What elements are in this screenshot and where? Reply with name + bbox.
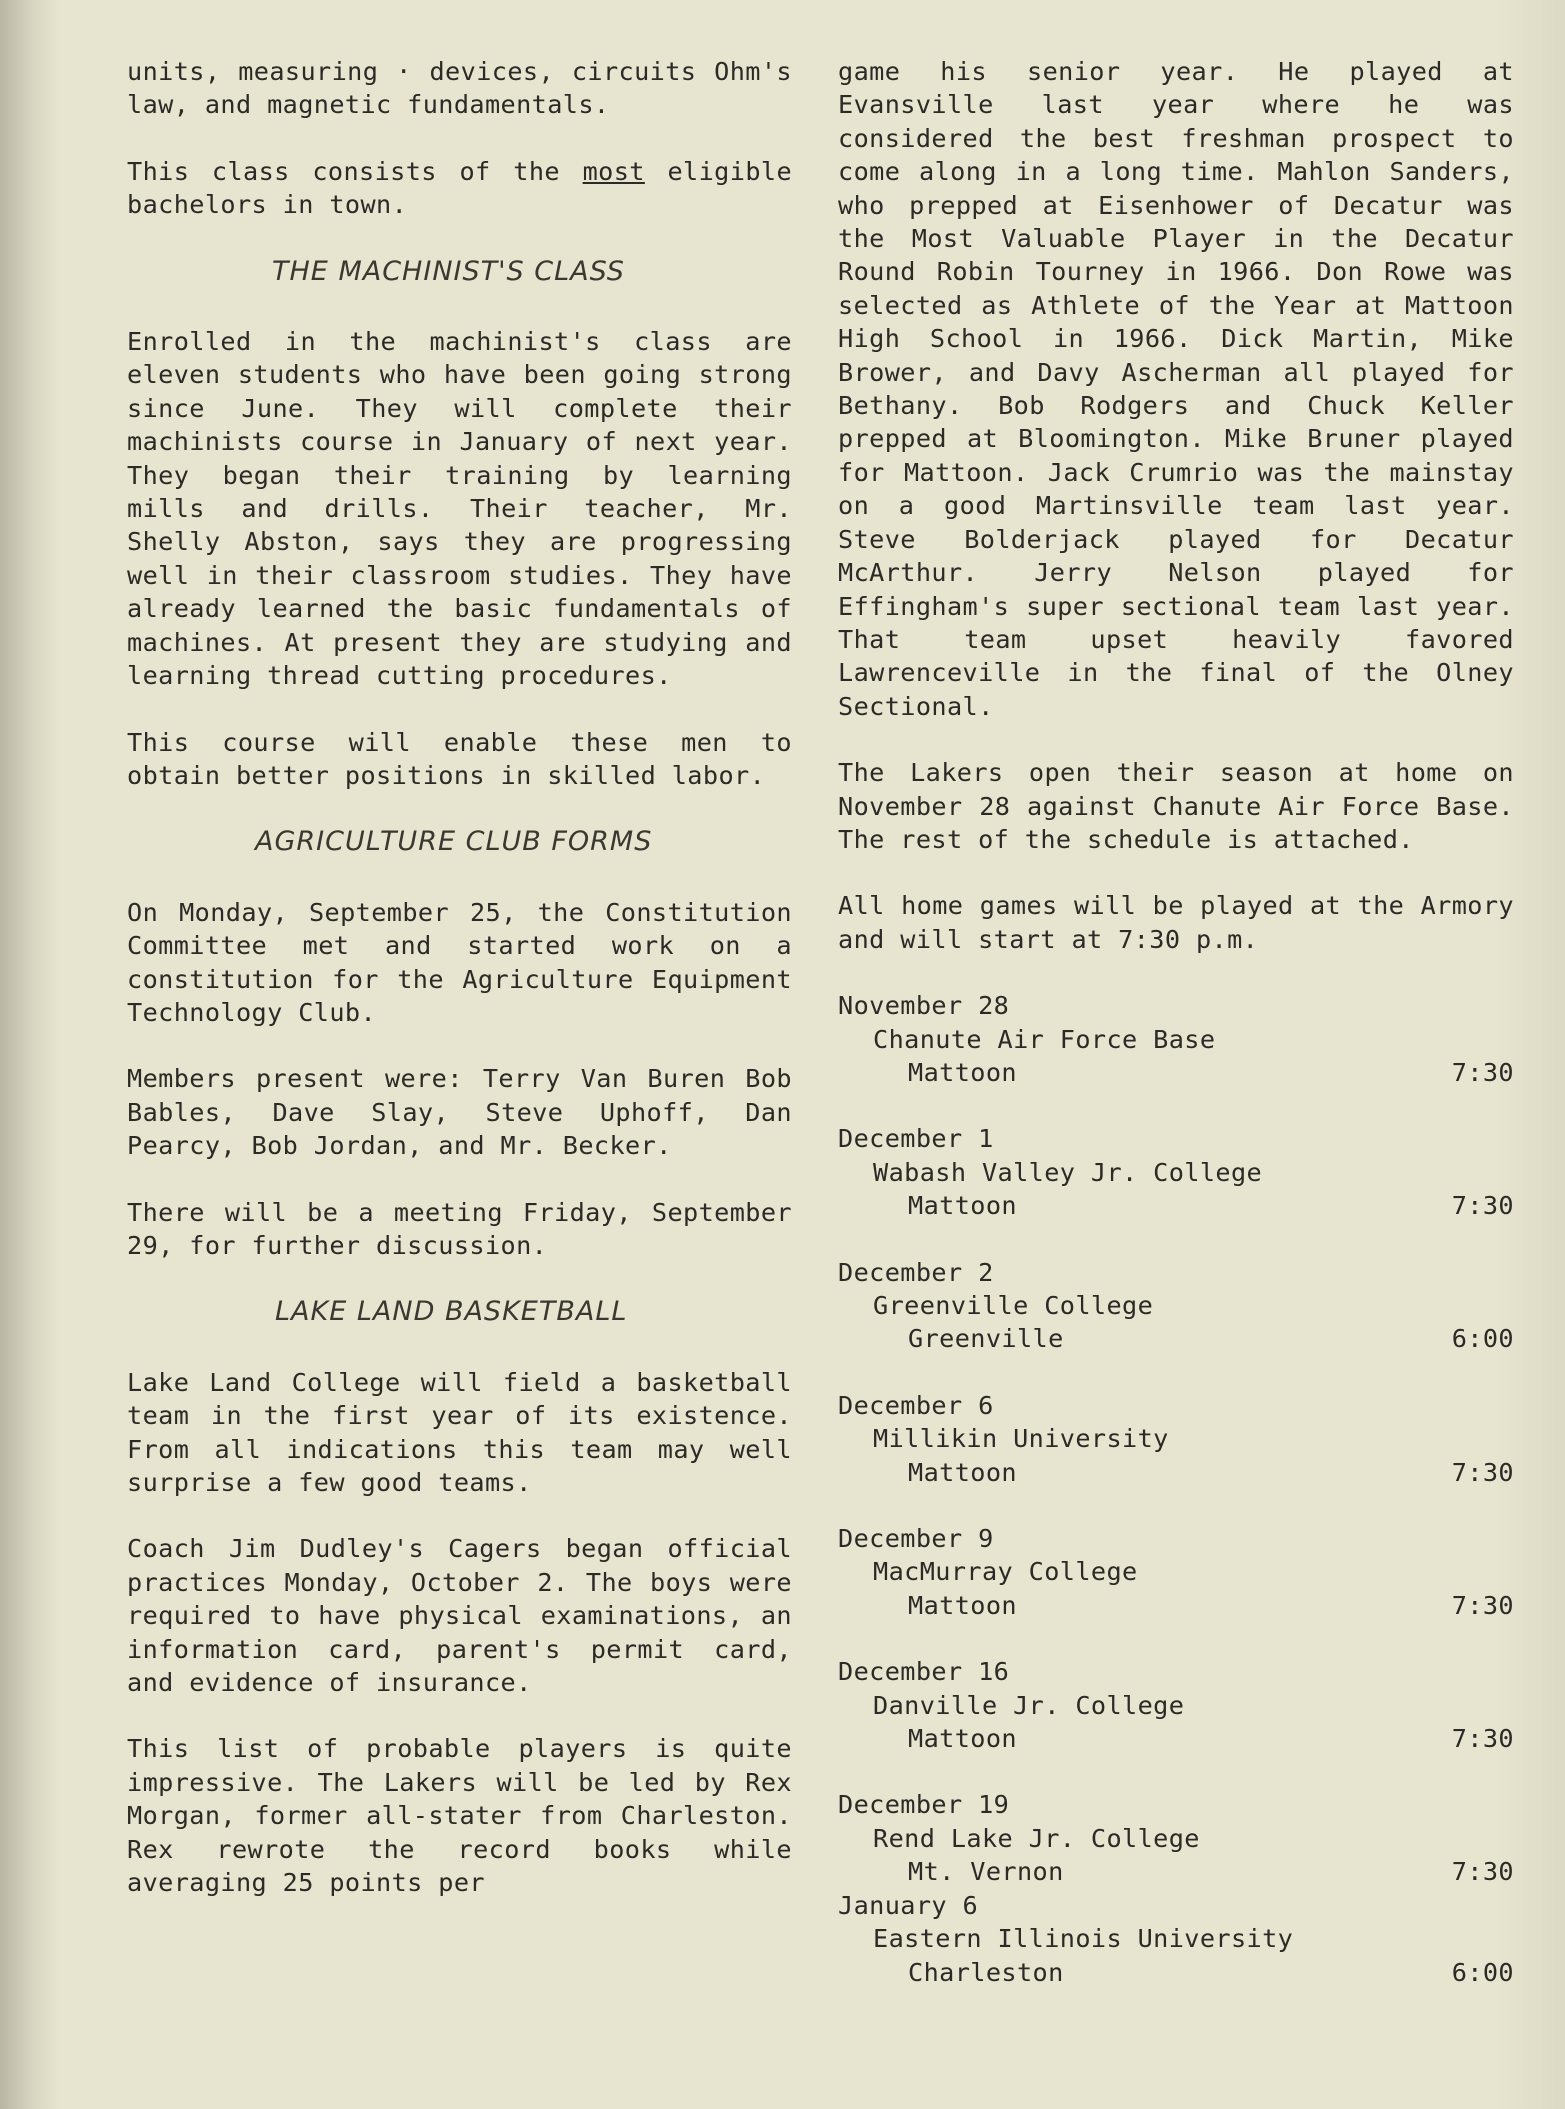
game-opponent: Greenville College xyxy=(873,1291,1154,1320)
paragraph-agri-members: Members present were: Terry Van Buren Bob Bables, Dave Slay, Steve Uphoff, Dan Pearcy, Bob Jordan, and Mr. Becker. xyxy=(127,1064,792,1161)
paragraph-bachelors-text-b: eligible bachelors in town. xyxy=(127,156,793,220)
game-time: 7:30 xyxy=(1451,1857,1514,1887)
schedule-entry xyxy=(838,1788,1514,1888)
paragraph-season-opener: The Lakers open their season at home on November 28 against Chanute Air Force Base. The rest of the schedule is attached. xyxy=(838,758,1514,854)
underlined-word: most xyxy=(582,156,645,186)
heading-basketball: LAKE LAND BASKETBALL xyxy=(275,1296,628,1328)
schedule-entry xyxy=(838,1655,1514,1755)
left-column xyxy=(127,55,792,1899)
game-location: Greenville xyxy=(908,1324,1064,1354)
game-opponent: Danville Jr. College xyxy=(873,1690,1185,1720)
game-opponent: Chanute Air Force Base xyxy=(873,1024,1216,1054)
schedule-entry xyxy=(838,1389,1514,1489)
game-time: 7:30 xyxy=(1451,1724,1514,1754)
game-date: December 9 xyxy=(838,1524,994,1554)
paragraph-agri-next-meeting: There will be a meeting Friday, September 29, for further discussion. xyxy=(127,1197,792,1260)
paragraph-bball-practices: Coach Jim Dudley's Cagers began official practices Monday, October 2. The boys were required to have physical examinations, an information card, parent's permit card, and evidence of insurance. xyxy=(127,1534,792,1698)
game-location: Mt. Vernon xyxy=(908,1857,1064,1887)
game-location: Mattoon xyxy=(908,1057,1017,1087)
game-date: January 6 xyxy=(838,1890,979,1920)
game-schedule xyxy=(838,989,1514,1989)
game-time: 7:30 xyxy=(1451,1057,1514,1087)
game-time: 7:30 xyxy=(1451,1191,1514,1221)
game-opponent: Millikin University xyxy=(873,1424,1169,1454)
game-time: 6:00 xyxy=(1451,1957,1514,1987)
paragraph-units: units, measuring · devices, circuits Ohm's law, and magnetic fundamentals. xyxy=(127,57,792,120)
game-date: December 1 xyxy=(838,1124,994,1154)
paragraph-machinist-enrollment: Enrolled in the machinist's class are eleven students who have been going strong since June. They will complete their machinists course in January of next year. They began their training by learning mills and drills. Their teacher, Mr. Shelly Abston, says they are progressing well in their classroom studies. They have already learned the basic fundamentals of machines. At present they are studying and learning thread cutting procedures. xyxy=(127,327,792,691)
game-date: December 19 xyxy=(838,1790,1010,1820)
game-location: Mattoon xyxy=(908,1457,1017,1487)
schedule-entry xyxy=(838,1889,1514,1989)
paragraph-bball-players: This list of probable players is quite impressive. The Lakers will be led by Rex Morgan, former all-stater from Charleston. Rex rewrote the record books while averaging 25 points per xyxy=(127,1734,792,1898)
paragraph-machinist-outcome: This course will enable these men to obtain better positions in skilled labor. xyxy=(127,727,792,790)
game-opponent: Rend Lake Jr. College xyxy=(873,1823,1200,1853)
game-location: Mattoon xyxy=(908,1590,1017,1620)
schedule-entry xyxy=(838,989,1514,1089)
paragraph-bball-intro: Lake Land College will field a basketball team in the first year of its existence. From all indications this team may well surprise a few good teams. xyxy=(127,1367,792,1497)
heading-machinists-class: THE MACHINIST'S CLASS xyxy=(272,255,625,287)
game-opponent: Wabash Valley Jr. College xyxy=(873,1157,1263,1187)
paragraph-bachelors-text-a: This class consists of the xyxy=(127,156,583,186)
right-column xyxy=(838,55,1514,1989)
schedule-entry xyxy=(838,1122,1514,1222)
game-location: Charleston xyxy=(908,1957,1064,1987)
game-date: November 28 xyxy=(838,991,1010,1021)
paragraph-agri-meeting: On Monday, September 25, the Constitution Committee met and started work on a constitution for the Agriculture Equipment Technology Club. xyxy=(127,897,792,1027)
game-time: 7:30 xyxy=(1451,1457,1514,1487)
paragraph-bachelors xyxy=(127,155,792,222)
game-opponent: MacMurray College xyxy=(873,1557,1138,1587)
game-opponent: Eastern Illinois University xyxy=(873,1924,1294,1954)
game-time: 7:30 xyxy=(1451,1590,1514,1620)
game-date: December 16 xyxy=(838,1657,1010,1687)
paragraph-home-games: All home games will be played at the Armory and will start at 7:30 p.m. xyxy=(838,891,1514,954)
game-date: December 2 xyxy=(838,1257,994,1287)
schedule-entry xyxy=(838,1522,1514,1622)
page-binding-shadow xyxy=(0,0,60,2109)
game-time: 6:00 xyxy=(1451,1324,1514,1354)
game-date: December 6 xyxy=(838,1390,994,1420)
schedule-entry xyxy=(838,1256,1514,1356)
game-location: Mattoon xyxy=(908,1724,1017,1754)
paragraph-player-bios: game his senior year. He played at Evansville last year where he was considered the best freshman prospect to come along in a long time. Mahlon Sanders, who prepped at Eisenhower of Decatur was the Most Valuable Player in the Decatur Round Robin Tourney in 1966. Don Rowe was selected as Athlete of the Year at Mattoon High School in 1966. Dick Martin, Mike Brower, and Davy Ascherman all played for Bethany. Bob Rodgers and Chuck Keller prepped at Bloomington. Mike Bruner played for Mattoon. Jack Crumrio was the mainstay on a good Martinsville team last year. Steve Bolderjack played for Decatur McArthur. Jerry Nelson played for Effingham's super sectional team last year. That team upset heavily favored Lawrenceville in the final of the Olney Sectional. xyxy=(838,57,1514,721)
game-location: Mattoon xyxy=(908,1191,1017,1221)
heading-agriculture-club: AGRICULTURE CLUB FORMS xyxy=(255,826,653,858)
